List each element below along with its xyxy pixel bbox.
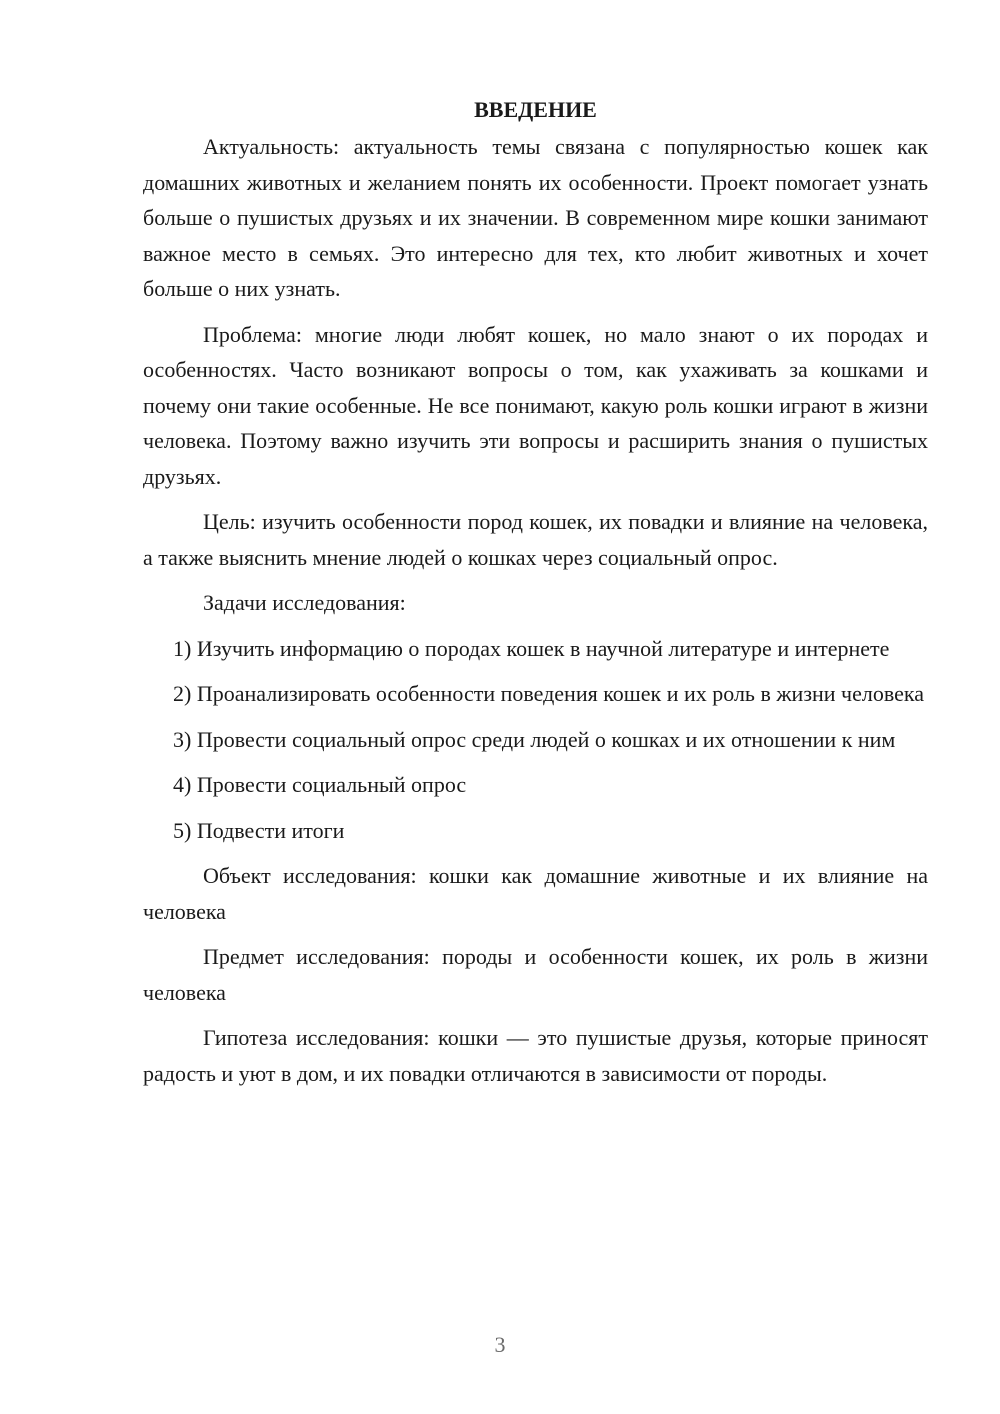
document-page — [143, 92, 928, 1101]
task-item-1: 1) Изучить информацию о породах кошек в научной литературе и интернете — [173, 635, 890, 661]
object-paragraph: Объект исследования: кошки как домашние животные и их влияние на человека — [143, 863, 928, 924]
task-item-4: 4) Провести социальный опрос — [173, 772, 467, 797]
hypothesis-paragraph: Гипотеза исследования: кошки — это пушистые друзья, которые приносят радость и уют в дом, и их повадки отличаются в зависимости от породы. — [143, 1025, 928, 1086]
tasks-list — [143, 631, 928, 849]
subject-paragraph: Предмет исследования: породы и особенности кошек, их роль в жизни человека — [143, 944, 928, 1005]
task-item-2: 2) Проанализировать особенности поведения кошек и их роль в жизни человека — [173, 681, 925, 706]
page-number: 3 — [494, 1332, 506, 1357]
task-item-5: 5) Подвести итоги — [173, 817, 345, 843]
problem-paragraph: Проблема: многие люди любят кошек, но мало знают о их породах и особенностях. Часто возникают вопросы о том, как ухаживать за кошками и почему они такие особенные. Не все понимают, какую роль кошки играют в жизни человека. Поэтому важно изучить эти вопросы и расширить знания о пушистых друзьях. — [143, 321, 928, 489]
tasks-title: Задачи исследования: — [203, 590, 406, 615]
goal-paragraph: Цель: изучить особенности пород кошек, их повадки и влияние на человека, а также выяснить мнение людей о кошках через социальный опрос. — [143, 509, 928, 570]
relevance-paragraph: Актуальность: актуальность темы связана с популярностью кошек как домашних животных и желанием понять их особенности. Проект помогает узнать больше о пушистых друзьях и их значении. В современном мире кошки занимают важное место в семьях. Это интересно для тех, кто любит животных и хочет больше о них узнать. — [143, 134, 928, 301]
section-heading: ВВЕДЕНИЕ — [474, 97, 597, 122]
task-item-3: 3) Провести социальный опрос среди людей о кошках и их отношении к ним — [173, 726, 896, 752]
